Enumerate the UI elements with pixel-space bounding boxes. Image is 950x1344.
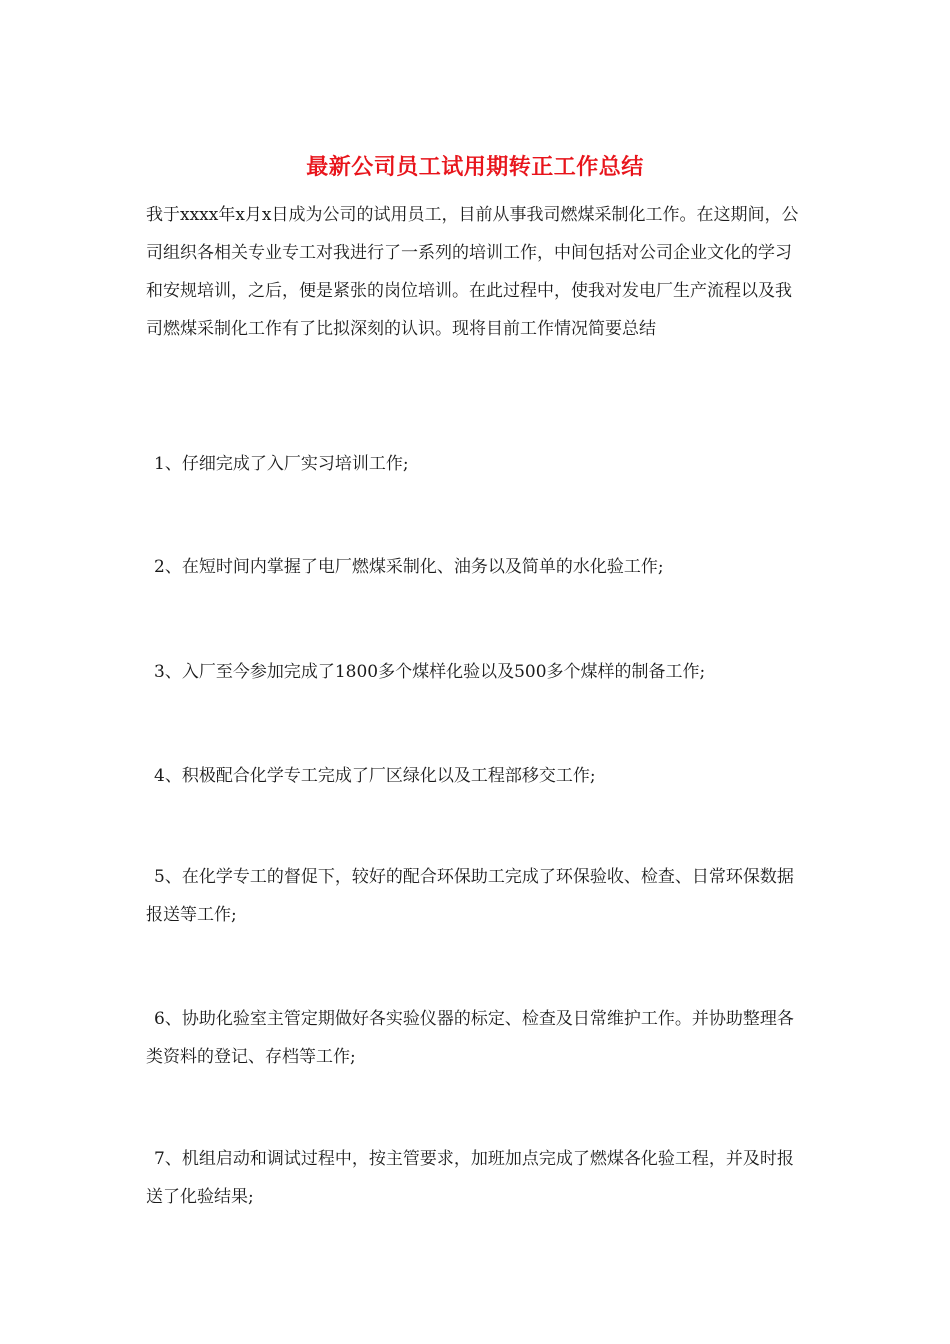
- list-item: 5、在化学专工的督促下，较好的配合环保助工完成了环保验收、检查、日常环保数据报送等工作;: [146, 867, 794, 925]
- list-item: 4、积极配合化学专工完成了厂区绿化以及工程部移交工作;: [154, 766, 596, 786]
- list-item: 1、仔细完成了入厂实习培训工作;: [154, 454, 409, 474]
- list-item: 7、机组启动和调试过程中，按主管要求，加班加点完成了燃煤各化验工程，并及时报送了化验结果;: [146, 1149, 794, 1207]
- list-item: 3、入厂至今参加完成了1800多个煤样化验以及500多个煤样的制备工作;: [154, 662, 706, 682]
- list-item: 6、协助化验室主管定期做好各实验仪器的标定、检查及日常维护工作。并协助整理各类资料的登记、存档等工作;: [146, 1009, 794, 1067]
- intro-paragraph: 我于xxxx年x月x日成为公司的试用员工，目前从事我司燃煤采制化工作。在这期间，公司组织各相关专业专工对我进行了一系列的培训工作，中间包括对公司企业文化的学习和安规培训，之后，便是紧张的岗位培训。在此过程中，使我对发电厂生产流程以及我司燃煤采制化工作有了比拟深刻的认识。现将目前工作情况简要总结: [146, 205, 799, 339]
- list-item: 2、在短时间内掌握了电厂燃煤采制化、油务以及简单的水化验工作;: [154, 557, 664, 577]
- document-title: 最新公司员工试用期转正工作总结: [306, 155, 644, 180]
